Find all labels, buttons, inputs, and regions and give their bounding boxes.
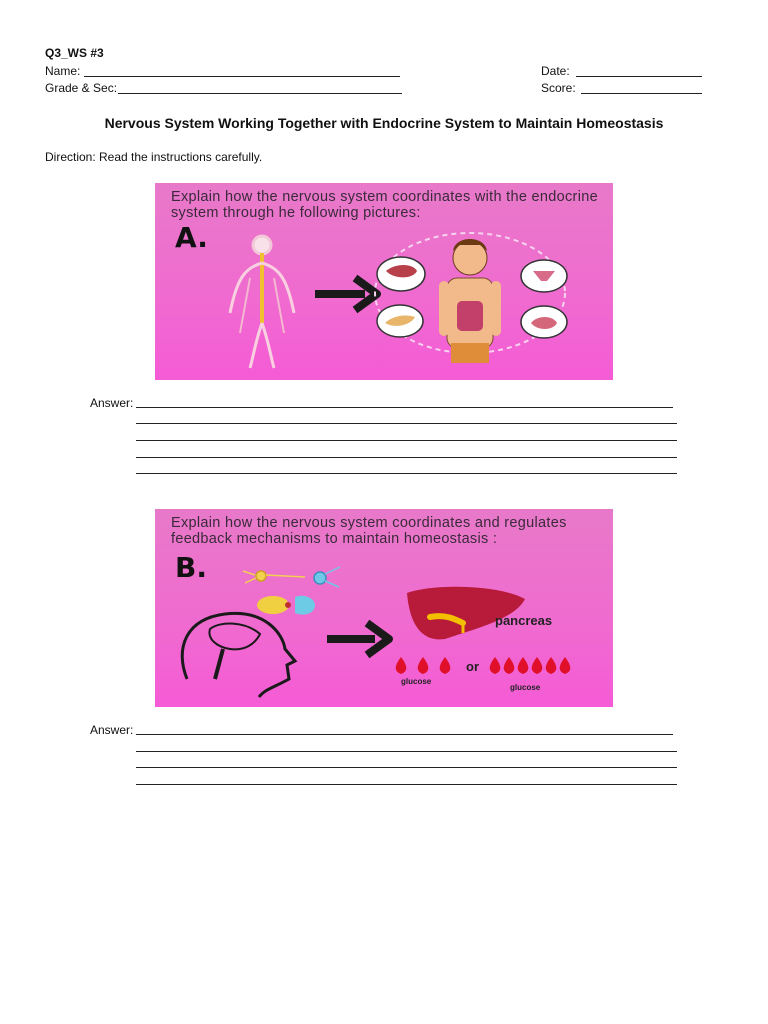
human-body-icon — [439, 239, 501, 363]
worksheet-id: Q3_WS #3 — [45, 46, 104, 60]
date-field-line[interactable] — [576, 76, 702, 77]
date-label: Date: — [541, 64, 570, 78]
answer-b-label: Answer: — [90, 723, 134, 737]
answer-a-label: Answer: — [90, 396, 134, 410]
liver-icon — [377, 257, 425, 291]
answer-b-line-3[interactable] — [136, 767, 677, 768]
nervous-system-figure-icon — [230, 236, 294, 368]
panel-a-illustration — [155, 183, 613, 380]
glucose-label-low: glucose — [401, 677, 432, 686]
glucose-drops-high-icon — [490, 657, 571, 674]
panel-b-image — [155, 509, 613, 707]
answer-a-line-4[interactable] — [136, 457, 677, 458]
panel-b-illustration — [155, 509, 613, 707]
panel-a-letter: A. — [175, 221, 208, 254]
panel-a-prompt: Explain how the nervous system coordinates with the endocrine system through he following pictures: — [171, 189, 598, 221]
grade-label: Grade & Sec: — [45, 81, 118, 95]
brain-head-icon — [182, 613, 295, 697]
name-label: Name: — [45, 64, 81, 78]
direction-text: Direction: Read the instructions carefully. — [45, 150, 263, 164]
arrow-right-icon — [327, 623, 389, 655]
reproductive-organ-icon — [521, 306, 567, 338]
panel-b-prompt: Explain how the nervous system coordinates and regulates feedback mechanisms to maintain homeostasis : — [171, 515, 567, 547]
answer-a-line-3[interactable] — [136, 440, 677, 441]
panel-b-letter: B. — [175, 551, 207, 584]
answer-b-line-1[interactable] — [136, 734, 673, 735]
answer-a-line-5[interactable] — [136, 473, 677, 474]
score-field-line[interactable] — [581, 93, 702, 94]
score-label: Score: — [541, 81, 576, 95]
pancreas-icon — [377, 305, 423, 337]
answer-a-line-2[interactable] — [136, 423, 677, 424]
pancreas-label: pancreas — [495, 613, 553, 628]
neuron-icon — [243, 567, 340, 587]
synapse-icon — [257, 596, 315, 615]
or-label: or — [466, 659, 479, 674]
answer-b-line-2[interactable] — [136, 751, 677, 752]
grade-field-line[interactable] — [118, 93, 402, 94]
page-title: Nervous System Working Together with Endocrine System to Maintain Homeostasis — [104, 115, 664, 131]
answer-a-line-1[interactable] — [136, 407, 673, 408]
uterus-icon — [521, 260, 567, 292]
answer-b-line-4[interactable] — [136, 784, 677, 785]
name-field-line[interactable] — [84, 76, 400, 77]
arrow-right-icon — [315, 278, 377, 310]
glucose-drops-low-icon — [396, 657, 451, 674]
panel-a-image — [155, 183, 613, 380]
glucose-label-high: glucose — [510, 683, 541, 692]
